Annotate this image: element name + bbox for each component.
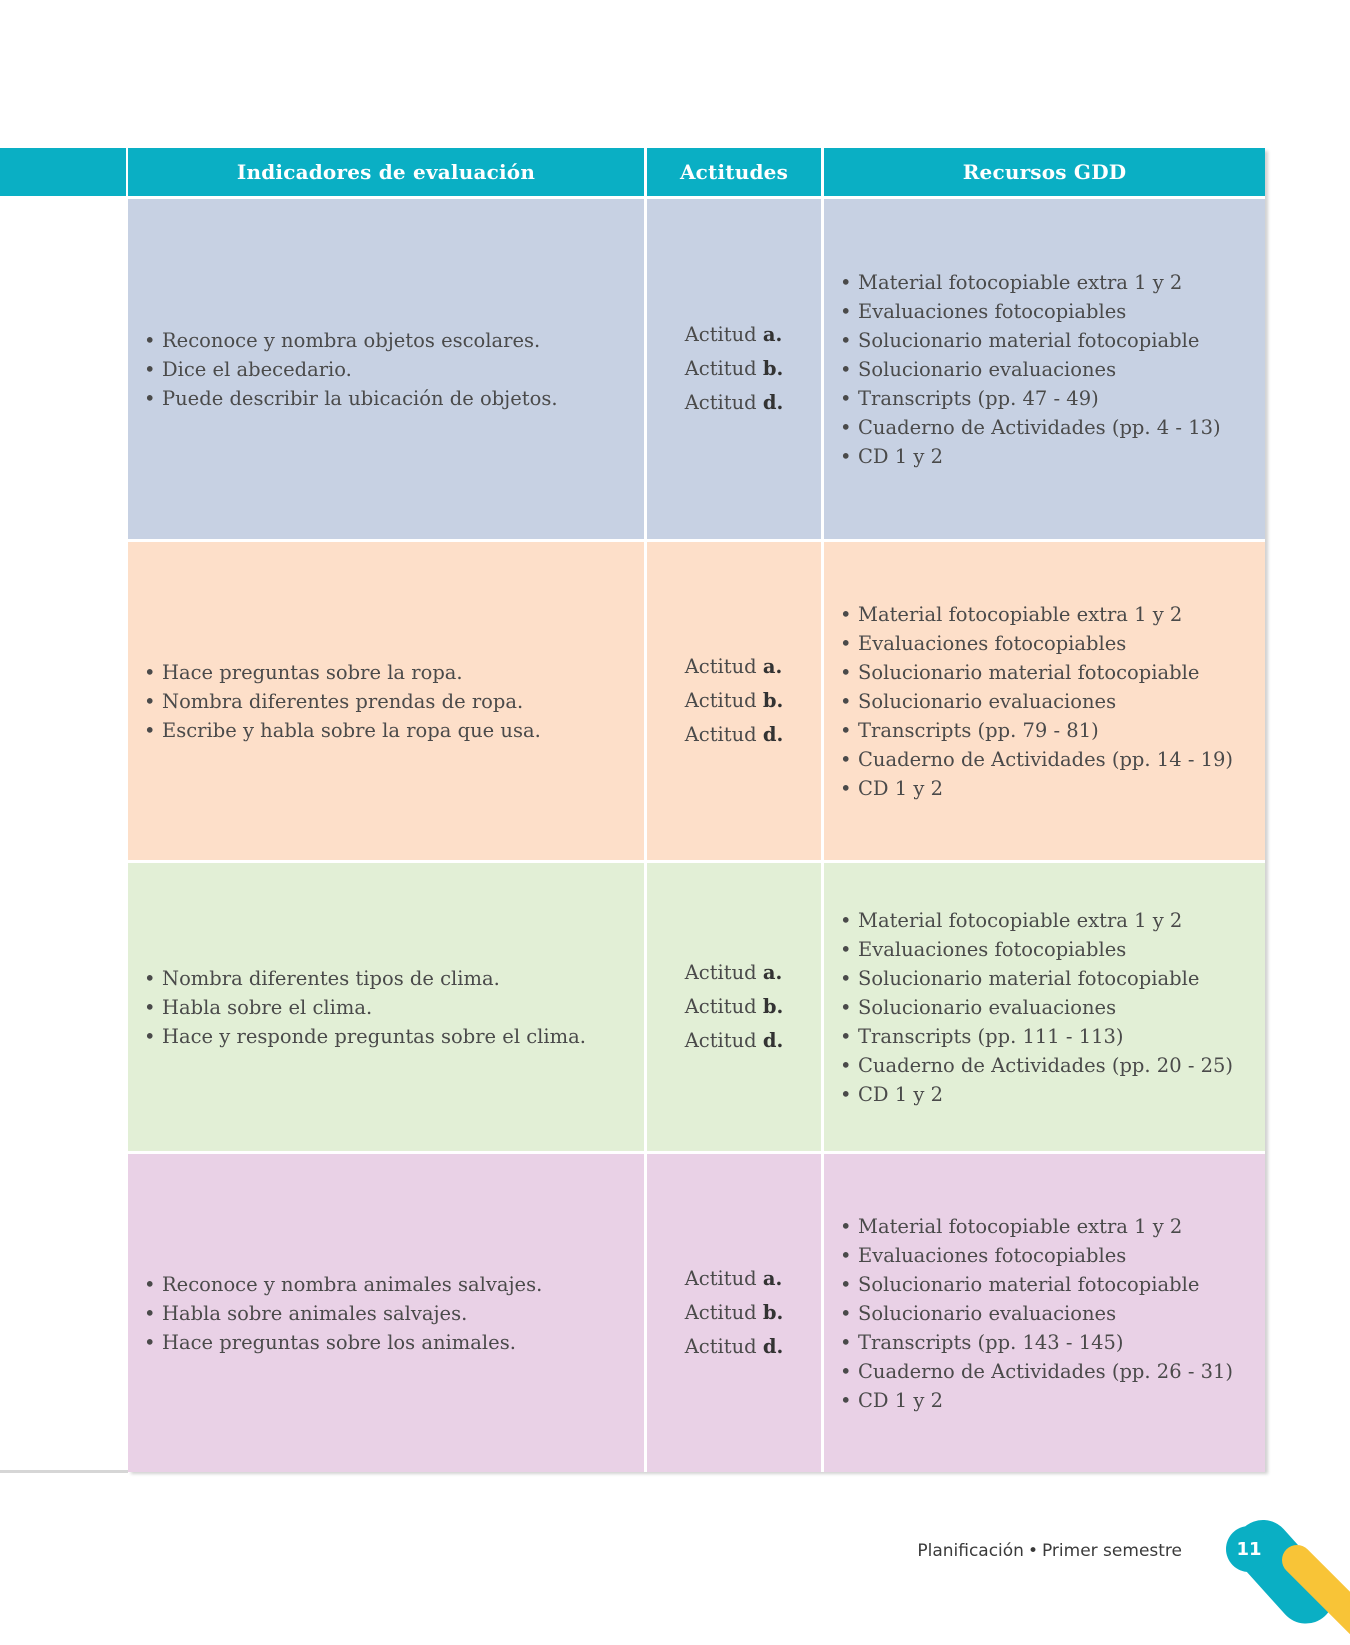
indicator-item: • Reconoce y nombra objetos escolares. xyxy=(144,326,558,355)
resources-list xyxy=(840,600,1233,803)
page-number-badge: 11 xyxy=(1226,1526,1272,1572)
indicator-item: • Hace preguntas sobre la ropa. xyxy=(144,658,541,687)
attitudes-list xyxy=(685,1262,784,1364)
attitudes-cell xyxy=(647,1154,821,1472)
resource-item: • Evaluaciones fotocopiables xyxy=(840,935,1233,964)
attitude-letter: a. xyxy=(762,1267,783,1290)
indicators-list xyxy=(144,658,541,745)
attitude-word: Actitud xyxy=(684,1335,757,1358)
attitude-word: Actitud xyxy=(684,323,757,346)
resource-item: • Evaluaciones fotocopiables xyxy=(840,629,1233,658)
indicators-cell xyxy=(128,199,644,539)
attitude-item xyxy=(685,1024,784,1058)
indicators-list xyxy=(144,1270,542,1357)
indicator-item: • Dice el abecedario. xyxy=(144,355,558,384)
attitude-word: Actitud xyxy=(684,723,757,746)
resource-item: • Cuaderno de Actividades (pp. 4 - 13) xyxy=(840,413,1221,442)
resource-item: • Material fotocopiable extra 1 y 2 xyxy=(840,268,1221,297)
attitude-item xyxy=(685,684,784,718)
attitude-word: Actitud xyxy=(684,655,757,678)
resource-item: • Solucionario evaluaciones xyxy=(840,355,1221,384)
footer-semester: Primer semestre xyxy=(1041,1541,1182,1561)
attitude-letter: a. xyxy=(762,961,783,984)
resource-item: • Transcripts (pp. 143 - 145) xyxy=(840,1328,1233,1357)
resources-list xyxy=(840,1212,1233,1415)
resource-item: • Transcripts (pp. 111 - 113) xyxy=(840,1022,1233,1051)
resource-item: • Material fotocopiable extra 1 y 2 xyxy=(840,1212,1233,1241)
resource-item: • Transcripts (pp. 79 - 81) xyxy=(840,716,1233,745)
header-band-continuation xyxy=(0,148,126,196)
attitude-item xyxy=(685,1262,784,1296)
resource-item: • Cuaderno de Actividades (pp. 20 - 25) xyxy=(840,1051,1233,1080)
attitude-letter: d. xyxy=(762,723,784,746)
resource-item: • Solucionario material fotocopiable xyxy=(840,326,1221,355)
attitudes-cell xyxy=(647,542,821,860)
footer-separator: • xyxy=(1027,1541,1038,1561)
attitude-item xyxy=(685,1330,784,1364)
attitude-item xyxy=(685,386,784,420)
attitude-word: Actitud xyxy=(684,357,757,380)
resource-item: • Solucionario evaluaciones xyxy=(840,687,1233,716)
attitude-letter: b. xyxy=(762,689,784,712)
attitude-letter: a. xyxy=(762,655,783,678)
attitudes-list xyxy=(685,956,784,1058)
indicator-item: • Habla sobre el clima. xyxy=(144,993,586,1022)
resource-item: • CD 1 y 2 xyxy=(840,774,1233,803)
resource-item: • CD 1 y 2 xyxy=(840,442,1221,471)
resource-item: • Solucionario evaluaciones xyxy=(840,1299,1233,1328)
attitude-item xyxy=(685,956,784,990)
resources-list xyxy=(840,906,1233,1109)
resource-item: • Material fotocopiable extra 1 y 2 xyxy=(840,600,1233,629)
table-grid xyxy=(128,148,1265,1472)
attitude-word: Actitud xyxy=(684,1301,757,1324)
indicator-item: • Nombra diferentes tipos de clima. xyxy=(144,964,586,993)
indicator-item: • Reconoce y nombra animales salvajes. xyxy=(144,1270,542,1299)
resources-cell xyxy=(824,1154,1265,1472)
attitude-item xyxy=(685,718,784,752)
resource-item: • Solucionario material fotocopiable xyxy=(840,964,1233,993)
attitude-item xyxy=(685,1296,784,1330)
resource-item: • Solucionario material fotocopiable xyxy=(840,1270,1233,1299)
indicators-list xyxy=(144,326,558,413)
attitude-word: Actitud xyxy=(684,1029,757,1052)
footer-running-title xyxy=(917,1541,1182,1561)
indicator-item: • Hace y responde preguntas sobre el clima. xyxy=(144,1022,586,1051)
attitude-word: Actitud xyxy=(684,961,757,984)
attitude-item xyxy=(685,318,784,352)
attitude-letter: b. xyxy=(762,357,784,380)
attitude-word: Actitud xyxy=(684,689,757,712)
attitude-word: Actitud xyxy=(684,995,757,1018)
attitude-letter: d. xyxy=(762,1335,784,1358)
indicators-cell xyxy=(128,1154,644,1472)
resource-item: • Material fotocopiable extra 1 y 2 xyxy=(840,906,1233,935)
resources-cell xyxy=(824,199,1265,539)
attitude-item xyxy=(685,650,784,684)
resource-item: • Cuaderno de Actividades (pp. 14 - 19) xyxy=(840,745,1233,774)
indicators-list xyxy=(144,964,586,1051)
attitudes-cell xyxy=(647,199,821,539)
resource-item: • Cuaderno de Actividades (pp. 26 - 31) xyxy=(840,1357,1233,1386)
resource-item: • Transcripts (pp. 47 - 49) xyxy=(840,384,1221,413)
resources-cell xyxy=(824,863,1265,1151)
resource-item: • Solucionario evaluaciones xyxy=(840,993,1233,1022)
resource-item: • CD 1 y 2 xyxy=(840,1386,1233,1415)
table-bottom-shadow xyxy=(0,1470,128,1473)
attitude-letter: d. xyxy=(762,1029,784,1052)
attitude-letter: d. xyxy=(762,391,784,414)
planning-table xyxy=(128,148,1265,1471)
header-resources: Recursos GDD xyxy=(824,148,1265,196)
attitude-word: Actitud xyxy=(684,1267,757,1290)
attitudes-list xyxy=(685,318,784,420)
attitudes-cell xyxy=(647,863,821,1151)
footer-section: Planificación xyxy=(917,1541,1024,1561)
attitude-letter: b. xyxy=(762,1301,784,1324)
resource-item: • CD 1 y 2 xyxy=(840,1080,1233,1109)
resources-cell xyxy=(824,542,1265,860)
indicator-item: • Escribe y habla sobre la ropa que usa. xyxy=(144,716,541,745)
attitude-letter: b. xyxy=(762,995,784,1018)
indicator-item: • Habla sobre animales salvajes. xyxy=(144,1299,542,1328)
attitude-word: Actitud xyxy=(684,391,757,414)
attitude-item xyxy=(685,990,784,1024)
header-attitudes: Actitudes xyxy=(647,148,821,196)
resources-list xyxy=(840,268,1221,471)
attitude-item xyxy=(685,352,784,386)
indicator-item: • Hace preguntas sobre los animales. xyxy=(144,1328,542,1357)
indicators-cell xyxy=(128,542,644,860)
attitude-letter: a. xyxy=(762,323,783,346)
indicators-cell xyxy=(128,863,644,1151)
attitudes-list xyxy=(685,650,784,752)
indicator-item: • Nombra diferentes prendas de ropa. xyxy=(144,687,541,716)
header-indicators: Indicadores de evaluación xyxy=(128,148,644,196)
indicator-item: • Puede describir la ubicación de objetos. xyxy=(144,384,558,413)
resource-item: • Solucionario material fotocopiable xyxy=(840,658,1233,687)
resource-item: • Evaluaciones fotocopiables xyxy=(840,297,1221,326)
resource-item: • Evaluaciones fotocopiables xyxy=(840,1241,1233,1270)
